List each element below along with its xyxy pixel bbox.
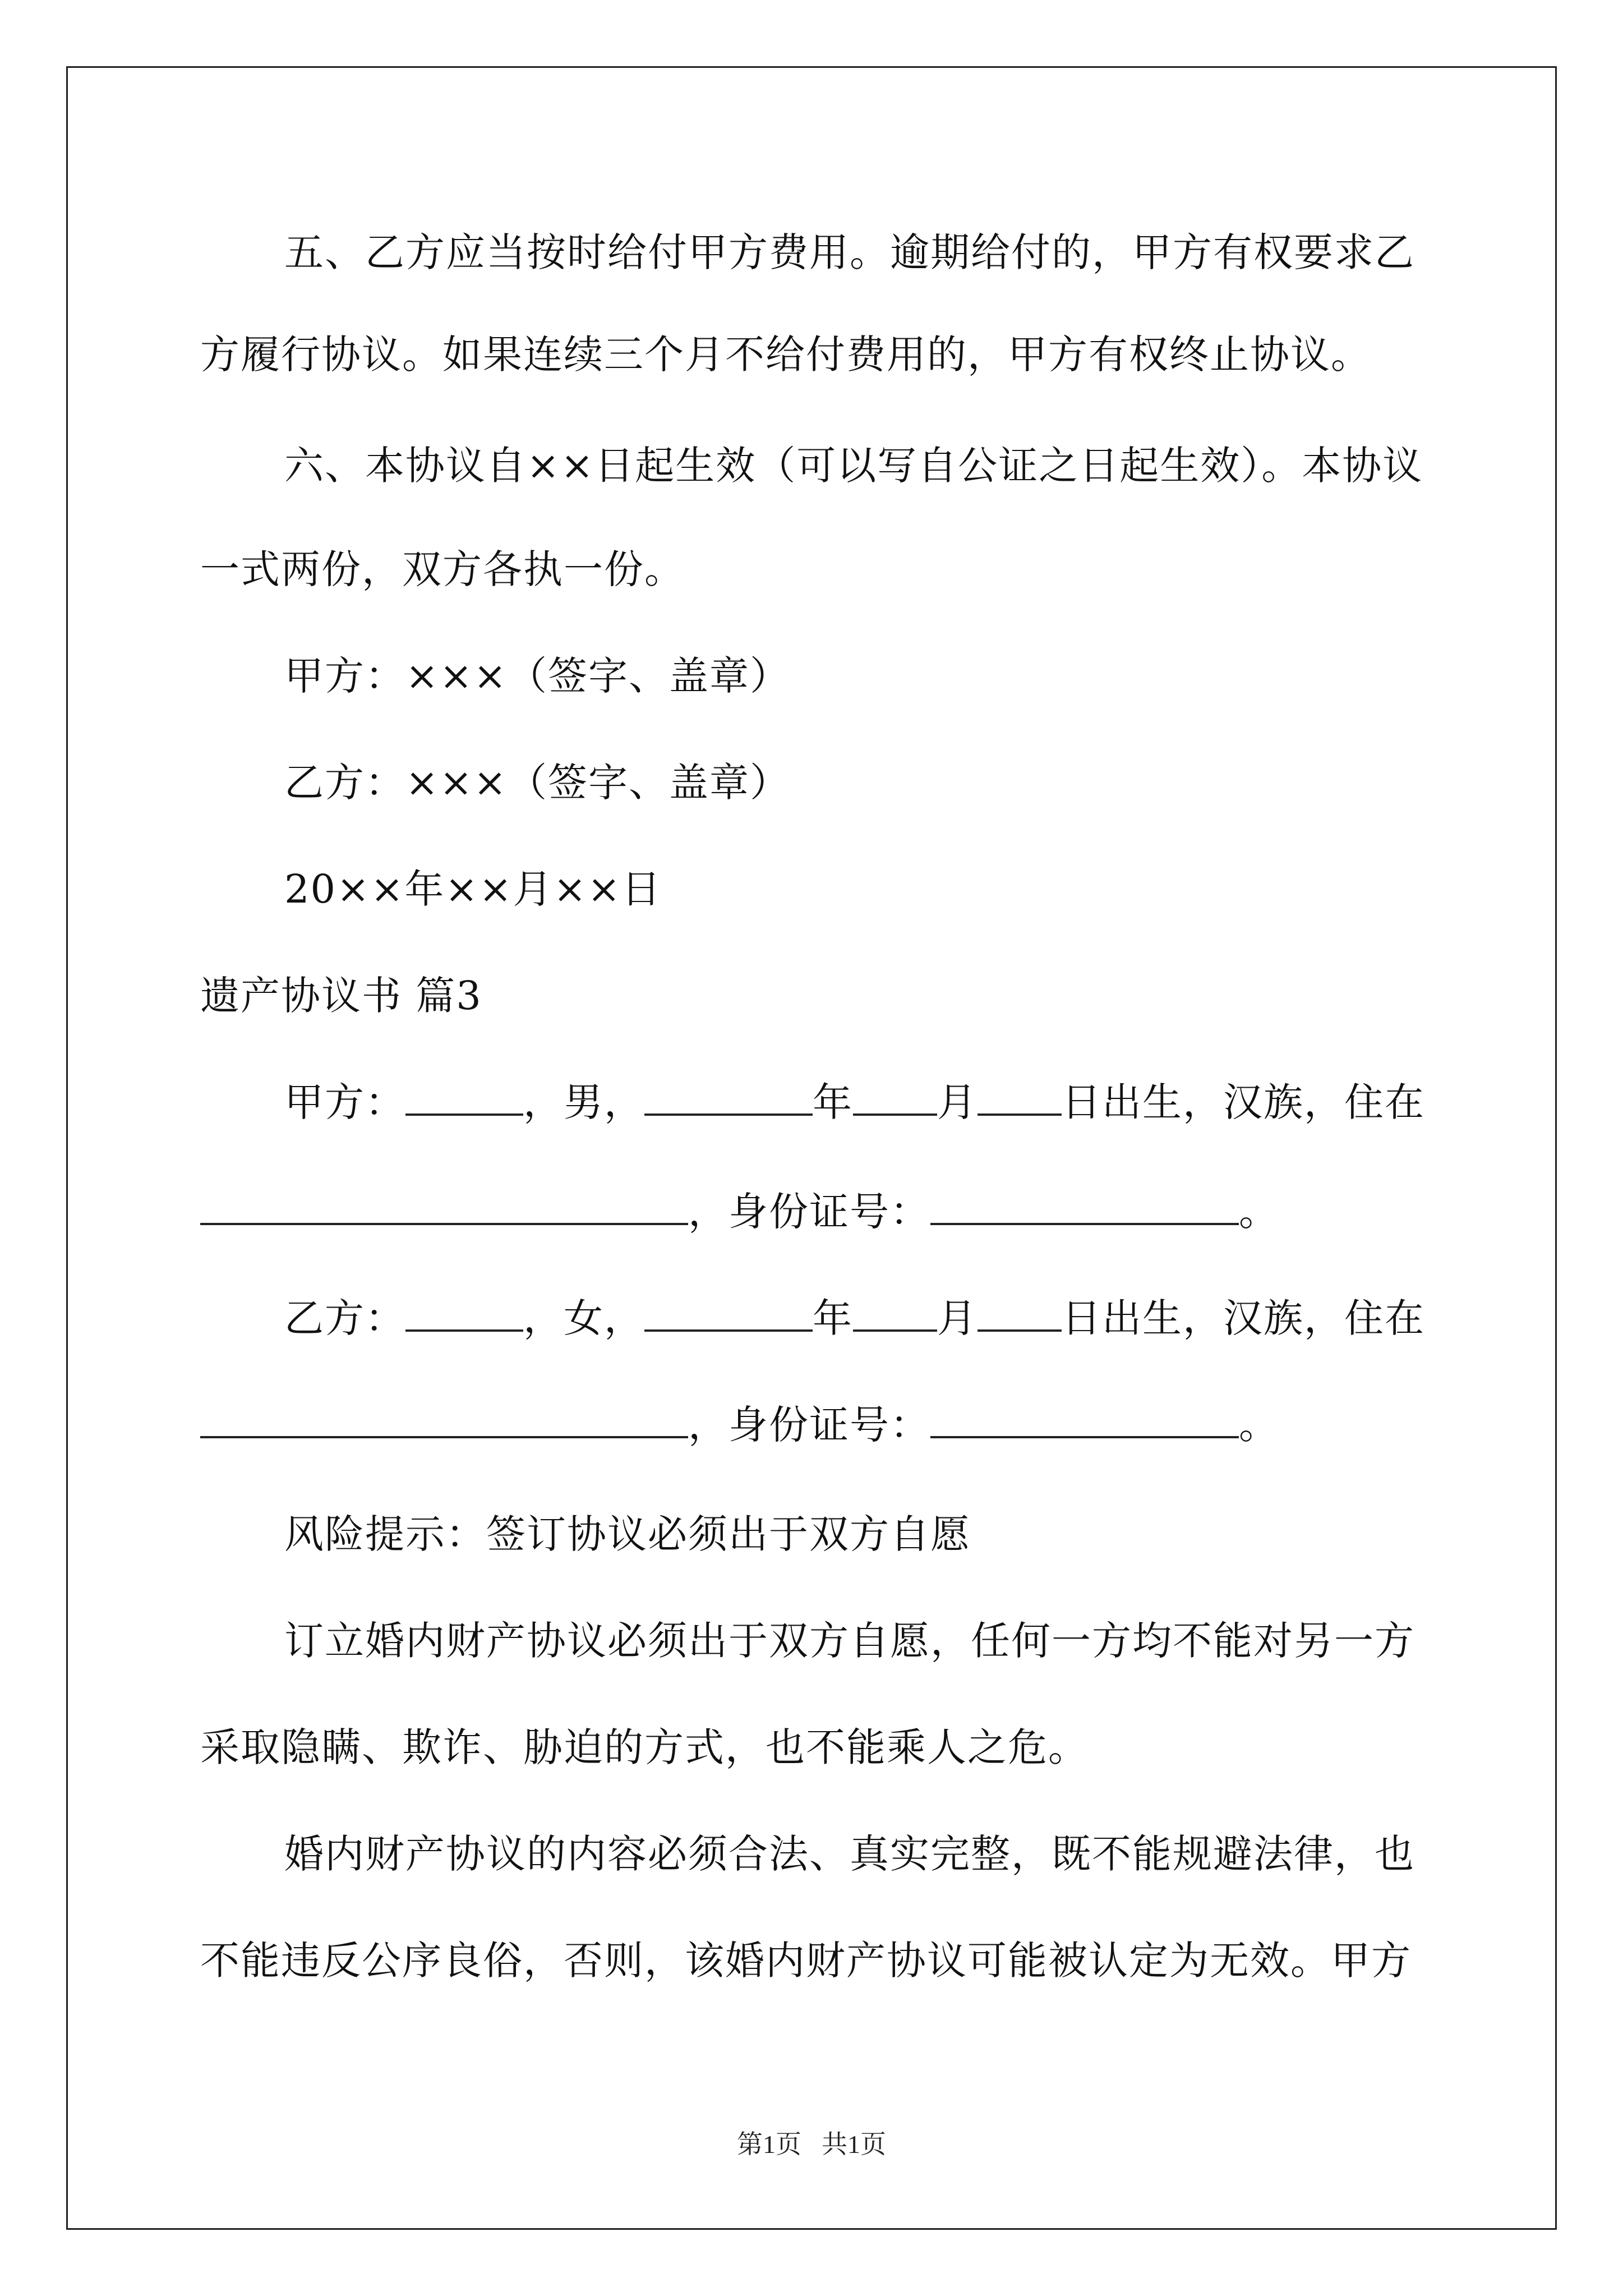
year-blank [644, 1297, 813, 1332]
month-blank [853, 1081, 937, 1116]
year-text: 年 [813, 1295, 853, 1341]
page-border [66, 66, 1557, 2230]
id-blank [930, 1190, 1239, 1225]
year-text: 年 [813, 1079, 853, 1125]
text-line: 婚内财产协议的内容必须合法、真实完整，既不能规避法律，也 [284, 1831, 1415, 1877]
name-blank [405, 1297, 523, 1332]
party-b-line [284, 1293, 1425, 1343]
day-blank [978, 1297, 1062, 1332]
text-line: 采取隐瞒、欺诈、胁迫的方式，也不能乘人之危。 [200, 1724, 1089, 1770]
party-a-label: 甲方： [284, 1079, 405, 1125]
address-blank [200, 1190, 688, 1225]
name-blank [405, 1081, 523, 1116]
line-end: 。 [1239, 1402, 1279, 1448]
year-blank [644, 1081, 813, 1116]
party-b-id-line [200, 1400, 1279, 1450]
risk-title: 风险提示：签订协议必须出于双方自愿 [284, 1511, 971, 1557]
page-footer [0, 2129, 1623, 2160]
birth-residence-text: 日出生，汉族，住在 [1062, 1079, 1425, 1125]
birth-residence-text: 日出生，汉族，住在 [1062, 1295, 1425, 1341]
text-line: 一式两份，双方各执一份。 [200, 546, 685, 592]
signature-date: 20××年××月××日 [284, 866, 662, 912]
id-blank [930, 1404, 1239, 1438]
signature-party-a: 甲方：×××（签字、盖章） [284, 653, 790, 699]
page-total: 共1页 [822, 2130, 886, 2159]
text-line: 方履行协议。如果连续三个月不给付费用的，甲方有权终止协议。 [200, 332, 1371, 378]
month-blank [853, 1297, 937, 1332]
month-text: 月 [937, 1079, 978, 1125]
page-number: 第1页 [737, 2130, 801, 2159]
text-line: 订立婚内财产协议必须出于双方自愿，任何一方均不能对另一方 [284, 1618, 1415, 1664]
signature-party-b: 乙方：×××（签字、盖章） [284, 760, 790, 806]
text-line: 五、乙方应当按时给付甲方费用。逾期给付的，甲方有权要求乙 [284, 229, 1415, 275]
month-text: 月 [937, 1295, 978, 1341]
text-line: 不能违反公序良俗，否则，该婚内财产协议可能被认定为无效。甲方 [200, 1938, 1412, 1984]
text-line: 六、本协议自××日起生效（可以写自公证之日起生效）。本协议 [284, 443, 1423, 489]
id-label: ，身份证号： [688, 1402, 930, 1448]
party-a-line [284, 1077, 1425, 1128]
id-label: ，身份证号： [688, 1189, 930, 1235]
section-title: 遗产协议书 篇3 [200, 973, 482, 1019]
party-b-label: 乙方： [284, 1295, 405, 1341]
day-blank [978, 1081, 1062, 1116]
line-end: 。 [1239, 1189, 1279, 1235]
address-blank [200, 1404, 688, 1438]
gender-text: ，女， [523, 1295, 644, 1341]
party-a-id-line [200, 1186, 1279, 1237]
gender-text: ，男， [523, 1079, 644, 1125]
